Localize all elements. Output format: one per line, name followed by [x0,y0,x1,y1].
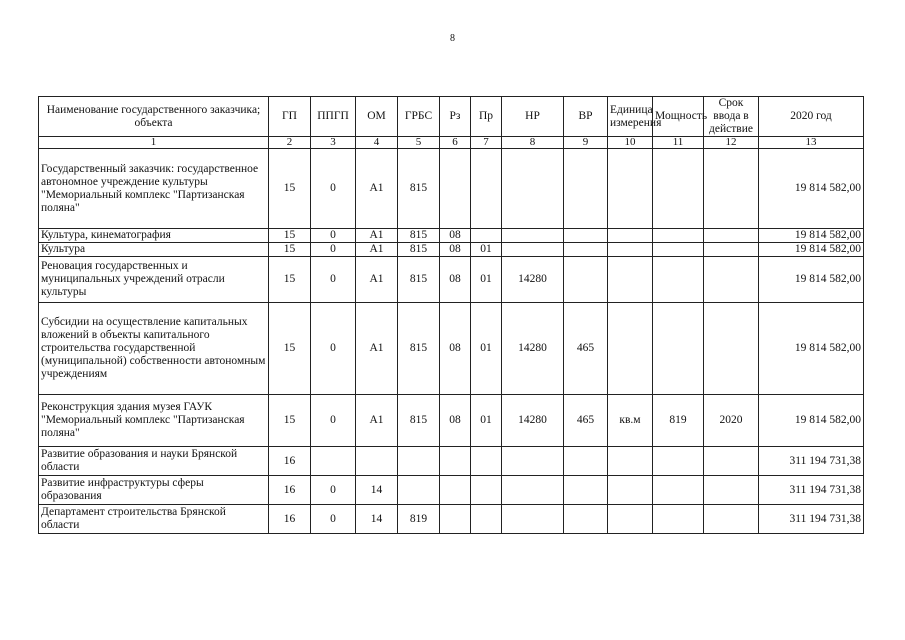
table-row [39,476,864,505]
column-number: 1 [39,137,269,149]
row-name: Государственный заказчик: государственное автономное учреждение культуры "Мемориальный комплекс "Партизанская поляна" [39,149,269,229]
cell-year-2020: 19 814 582,00 [759,243,864,257]
table-row [39,149,864,229]
cell-om: А1 [356,229,398,243]
cell-rz [440,505,471,534]
column-number: 8 [502,137,564,149]
cell-nr [502,243,564,257]
cell-year-2020: 19 814 582,00 [759,257,864,303]
header-pr: Пр [471,97,502,137]
cell-gp: 15 [269,395,311,447]
cell-nr [502,447,564,476]
cell-ppgp: 0 [311,505,356,534]
cell-pr: 01 [471,243,502,257]
cell-gp: 15 [269,229,311,243]
cell-unit: кв.м [608,395,653,447]
cell-rz: 08 [440,257,471,303]
cell-grbs: 815 [398,243,440,257]
cell-vr: 465 [564,395,608,447]
cell-power [653,447,704,476]
column-number: 4 [356,137,398,149]
cell-nr: 14280 [502,257,564,303]
cell-unit [608,257,653,303]
cell-grbs: 815 [398,303,440,395]
table-row [39,505,864,534]
cell-gp: 15 [269,149,311,229]
table-row [39,229,864,243]
table-row [39,243,864,257]
header-ppgp: ППГП [311,97,356,137]
column-number: 7 [471,137,502,149]
cell-grbs: 815 [398,149,440,229]
row-name: Субсидии на осуществление капитальных вложений в объекты капитального строительства государственной (муниципальной) собственности автономным учреждениям [39,303,269,395]
row-name: Развитие инфраструктуры сферы образования [39,476,269,505]
header-power: Мощность [653,97,704,137]
header-row [39,97,864,137]
cell-om: А1 [356,149,398,229]
cell-om: 14 [356,476,398,505]
cell-term [704,303,759,395]
cell-power [653,243,704,257]
cell-ppgp: 0 [311,303,356,395]
column-number-row [39,137,864,149]
cell-vr [564,149,608,229]
cell-year-2020: 311 194 731,38 [759,476,864,505]
cell-power [653,303,704,395]
cell-om: А1 [356,395,398,447]
cell-year-2020: 19 814 582,00 [759,149,864,229]
cell-power [653,505,704,534]
cell-unit [608,476,653,505]
cell-term [704,149,759,229]
cell-ppgp [311,447,356,476]
cell-pr [471,505,502,534]
cell-unit [608,447,653,476]
cell-ppgp: 0 [311,229,356,243]
cell-pr: 01 [471,303,502,395]
cell-pr [471,149,502,229]
cell-gp: 15 [269,243,311,257]
cell-rz: 08 [440,243,471,257]
column-number: 3 [311,137,356,149]
cell-nr [502,505,564,534]
cell-om: А1 [356,303,398,395]
cell-year-2020: 19 814 582,00 [759,229,864,243]
cell-ppgp: 0 [311,476,356,505]
cell-nr [502,149,564,229]
cell-grbs: 815 [398,395,440,447]
cell-grbs [398,447,440,476]
column-number: 10 [608,137,653,149]
cell-year-2020: 19 814 582,00 [759,303,864,395]
cell-pr: 01 [471,257,502,303]
column-number: 12 [704,137,759,149]
header-name: Наименование государственного заказчика; объекта [39,97,269,137]
cell-pr [471,447,502,476]
cell-pr [471,229,502,243]
cell-pr: 01 [471,395,502,447]
header-rz: Рз [440,97,471,137]
header-grbs: ГРБС [398,97,440,137]
header-gp: ГП [269,97,311,137]
cell-term [704,257,759,303]
column-number: 9 [564,137,608,149]
cell-gp: 16 [269,505,311,534]
cell-power [653,476,704,505]
cell-gp: 15 [269,303,311,395]
row-name: Развитие образования и науки Брянской области [39,447,269,476]
cell-unit [608,149,653,229]
row-name: Реконструкция здания музея ГАУК "Мемориальный комплекс "Партизанская поляна" [39,395,269,447]
header-om: ОМ [356,97,398,137]
cell-power [653,229,704,243]
cell-gp: 16 [269,447,311,476]
header-unit: Единица измерения [608,97,653,137]
cell-term [704,447,759,476]
cell-grbs [398,476,440,505]
row-name: Культура, кинематография [39,229,269,243]
row-name: Культура [39,243,269,257]
cell-vr [564,505,608,534]
cell-grbs: 815 [398,257,440,303]
cell-unit [608,303,653,395]
cell-nr [502,229,564,243]
cell-om [356,447,398,476]
cell-nr: 14280 [502,303,564,395]
column-number: 5 [398,137,440,149]
row-name: Реновация государственных и муниципальных учреждений отрасли культуры [39,257,269,303]
cell-grbs: 819 [398,505,440,534]
cell-power [653,257,704,303]
table-row [39,303,864,395]
row-name: Департамент строительства Брянской области [39,505,269,534]
cell-year-2020: 19 814 582,00 [759,395,864,447]
cell-rz [440,149,471,229]
cell-ppgp: 0 [311,395,356,447]
column-number: 13 [759,137,864,149]
cell-nr [502,476,564,505]
column-number: 6 [440,137,471,149]
cell-power: 819 [653,395,704,447]
cell-vr [564,229,608,243]
cell-term: 2020 [704,395,759,447]
cell-om: А1 [356,243,398,257]
header-term: Срок ввода в действие [704,97,759,137]
cell-pr [471,476,502,505]
cell-vr [564,447,608,476]
cell-unit [608,505,653,534]
header-nr: НР [502,97,564,137]
cell-unit [608,229,653,243]
table-row [39,395,864,447]
cell-year-2020: 311 194 731,38 [759,447,864,476]
cell-unit [608,243,653,257]
cell-term [704,505,759,534]
cell-ppgp: 0 [311,243,356,257]
cell-term [704,229,759,243]
cell-vr [564,243,608,257]
header-vr: ВР [564,97,608,137]
table-row [39,447,864,476]
cell-rz [440,447,471,476]
cell-rz: 08 [440,395,471,447]
cell-om: А1 [356,257,398,303]
column-number: 11 [653,137,704,149]
cell-power [653,149,704,229]
cell-gp: 16 [269,476,311,505]
cell-rz: 08 [440,303,471,395]
cell-grbs: 815 [398,229,440,243]
page-number: 8 [450,33,455,44]
cell-rz: 08 [440,229,471,243]
cell-nr: 14280 [502,395,564,447]
cell-vr: 465 [564,303,608,395]
cell-vr [564,257,608,303]
cell-year-2020: 311 194 731,38 [759,505,864,534]
cell-om: 14 [356,505,398,534]
cell-ppgp: 0 [311,257,356,303]
column-number: 2 [269,137,311,149]
cell-rz [440,476,471,505]
cell-vr [564,476,608,505]
budget-table [38,96,864,534]
header-year-2020: 2020 год [759,97,864,137]
cell-term [704,243,759,257]
cell-term [704,476,759,505]
table-row [39,257,864,303]
cell-gp: 15 [269,257,311,303]
cell-ppgp: 0 [311,149,356,229]
